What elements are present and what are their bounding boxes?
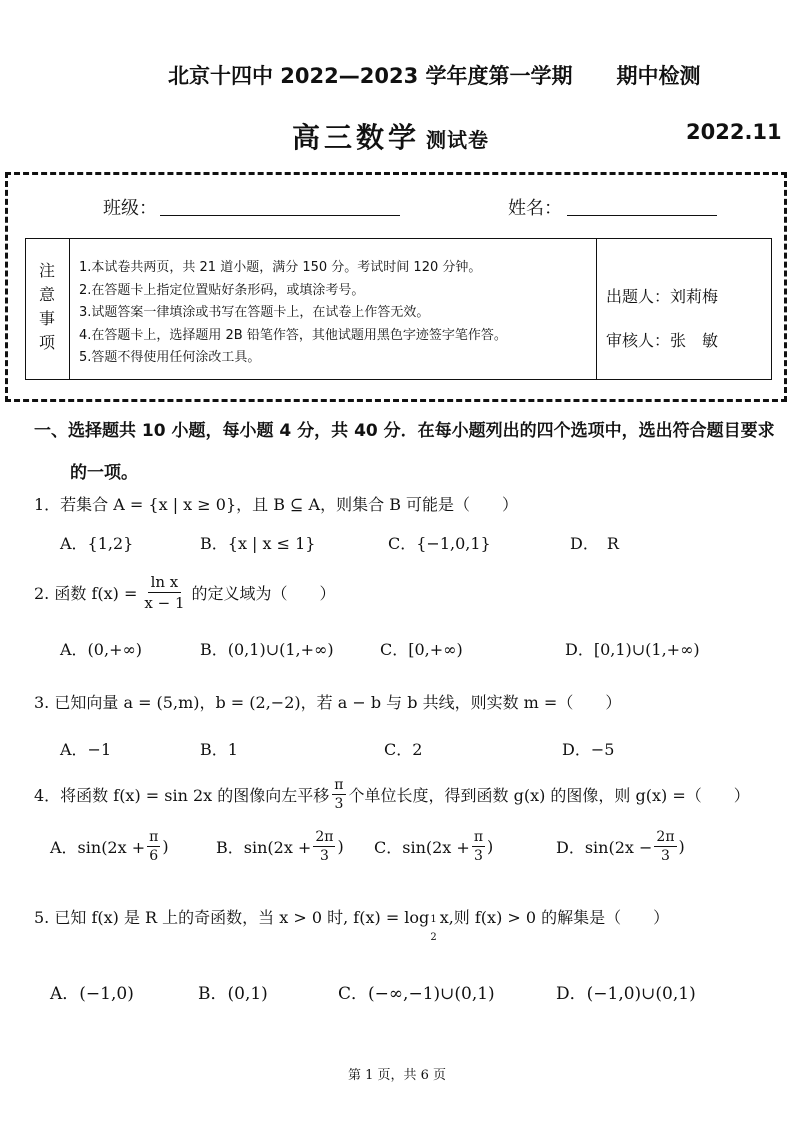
- page-footer: 第 1 页，共 6 页: [347, 1068, 447, 1083]
- authors-cell: [606, 275, 718, 363]
- q4-option-d: [556, 828, 685, 865]
- q4-fraction-numerator: π: [334, 777, 344, 793]
- q5-option-c: C．(−∞,−1)∪(0,1): [338, 984, 495, 1004]
- q4b-num: 2π: [315, 829, 334, 845]
- q4b-den: 3: [319, 848, 329, 864]
- q4a-num: π: [149, 829, 159, 845]
- question-4: [34, 776, 750, 813]
- q4-option-a: [50, 828, 169, 865]
- q5-option-d: D．(−1,0)∪(0,1): [556, 984, 696, 1004]
- section-heading: 一、选择题共 10 小题，每小题 4 分，共 40 分．在每小题列出的四个选项中，选出符合题目要求: [34, 421, 775, 441]
- rule-item: 3.试题答案一律填涂或书写在答题卡上，在试卷上作答无效。: [79, 305, 430, 320]
- q2-option-d: D．[0,1)∪(1,+∞): [565, 640, 700, 659]
- q4-fraction-denominator: 3: [334, 796, 344, 812]
- q4a-post: ): [162, 837, 169, 856]
- class-label: 班级：: [103, 198, 157, 219]
- exam-date: 2022.11: [686, 120, 782, 144]
- notice-divider: [596, 239, 597, 379]
- question-1: 1．若集合 A = {x | x ≥ 0}，且 B ⊆ A，则集合 B 可能是（ ）: [34, 495, 519, 514]
- name-field[interactable]: [567, 215, 717, 216]
- q4-fraction: [332, 776, 345, 813]
- q4d-post: ): [678, 837, 685, 856]
- subject: 高三数学: [292, 121, 421, 154]
- school-term: 北京十四中 2022—2023 学年度第一学期: [168, 64, 573, 88]
- q4c-pre: C．sin(2x +: [374, 838, 470, 857]
- rule-item: 4.在答题卡上，选择题用 2B 铅笔作答，其他试题用黑色字迹签字笔作答。: [79, 327, 507, 343]
- q4-stem-pre: 4．将函数 f(x) = sin 2x 的图像向左平移: [34, 786, 330, 805]
- q4d-den: 3: [661, 848, 670, 864]
- q5-stem-pre: 5. 已知 f(x) 是 R 上的奇函数，当 x > 0 时, f(x) = log: [34, 908, 430, 927]
- notice-heading: 注意事项: [38, 261, 55, 352]
- q5-stem-post: x,则 f(x) > 0 的解集是（ ）: [439, 908, 670, 927]
- subject-title: [292, 116, 489, 156]
- q4c-post: ): [487, 837, 494, 856]
- q2-stem-post: 的定义域为（ ）: [191, 584, 336, 603]
- exam-title: [168, 60, 701, 90]
- q3-option-d: D．−5: [562, 740, 615, 759]
- rule-item: 5.答题不得使用任何涂改工具。: [79, 350, 261, 365]
- q4b-pre: B．sin(2x +: [216, 838, 312, 857]
- q4c-fraction: [472, 828, 485, 865]
- author: 出题人：刘莉梅: [606, 287, 719, 306]
- q4-option-c: [374, 828, 493, 865]
- question-5: [34, 906, 669, 944]
- q2-fraction-denominator: x − 1: [144, 594, 185, 612]
- name-label: 姓名：: [508, 198, 562, 219]
- q4-option-b: [216, 828, 344, 865]
- q5-log-base-top: 1: [430, 914, 437, 925]
- q3-option-c: C．2: [384, 740, 423, 759]
- q3-option-b: B．1: [200, 740, 238, 759]
- q3-option-a: A．−1: [60, 740, 112, 759]
- q2-fraction-numerator: ln x: [148, 572, 182, 593]
- q1-option-b: B．{x | x ≤ 1}: [200, 534, 316, 553]
- q4a-fraction: [147, 828, 160, 865]
- notice-rules: [79, 257, 507, 370]
- q4d-pre: D．sin(2x −: [556, 838, 653, 857]
- q1-option-a: A．{1,2}: [60, 534, 134, 553]
- q1-option-c: C．{−1,0,1}: [388, 534, 491, 553]
- reviewer: 审核人：张 敏: [606, 331, 719, 350]
- q5-log-base-bottom: 2: [430, 932, 437, 943]
- q4a-pre: A．sin(2x +: [50, 838, 146, 857]
- q2-stem-pre: 2. 函数 f(x) =: [34, 584, 138, 603]
- rule-item: 2.在答题卡上指定位置贴好条形码，或填涂考号。: [79, 282, 365, 298]
- q4a-den: 6: [149, 848, 159, 864]
- q5-option-a: A．(−1,0): [50, 984, 134, 1004]
- class-field[interactable]: [160, 215, 400, 216]
- paper-kind: 测试卷: [426, 128, 490, 152]
- rule-item: 1.本试卷共两页，共 21 道小题，满分 150 分。考试时间 120 分钟。: [79, 260, 482, 275]
- q2-option-b: B．(0,1)∪(1,+∞): [200, 640, 334, 659]
- exam-type: 期中检测: [616, 64, 701, 88]
- q2-fraction: [141, 572, 187, 613]
- q4c-den: 3: [473, 848, 483, 864]
- q4d-num: 2π: [656, 829, 675, 845]
- q4b-post: ): [337, 837, 344, 856]
- q4d-fraction: [654, 828, 676, 865]
- question-2: [34, 572, 336, 613]
- q2-option-c: C．[0,+∞): [380, 640, 463, 659]
- question-3: 3. 已知向量 a = (5,m)，b = (2,−2)，若 a − b 与 b 共线，则实数 m =（ ）: [34, 693, 622, 712]
- q5-option-b: B．(0,1): [198, 984, 268, 1004]
- section-heading-cont: 的一项。: [70, 463, 138, 483]
- notice-table: [25, 238, 772, 380]
- q1-option-d: D． R: [570, 534, 619, 553]
- notice-heading-cell: [26, 239, 70, 379]
- q4-stem-post: 个单位长度，得到函数 g(x) 的图像，则 g(x) =（ ）: [348, 786, 750, 805]
- q4c-num: π: [473, 829, 484, 845]
- q5-log-base: [430, 914, 436, 944]
- q4b-fraction: [313, 828, 335, 865]
- q2-option-a: A．(0,+∞): [60, 640, 143, 659]
